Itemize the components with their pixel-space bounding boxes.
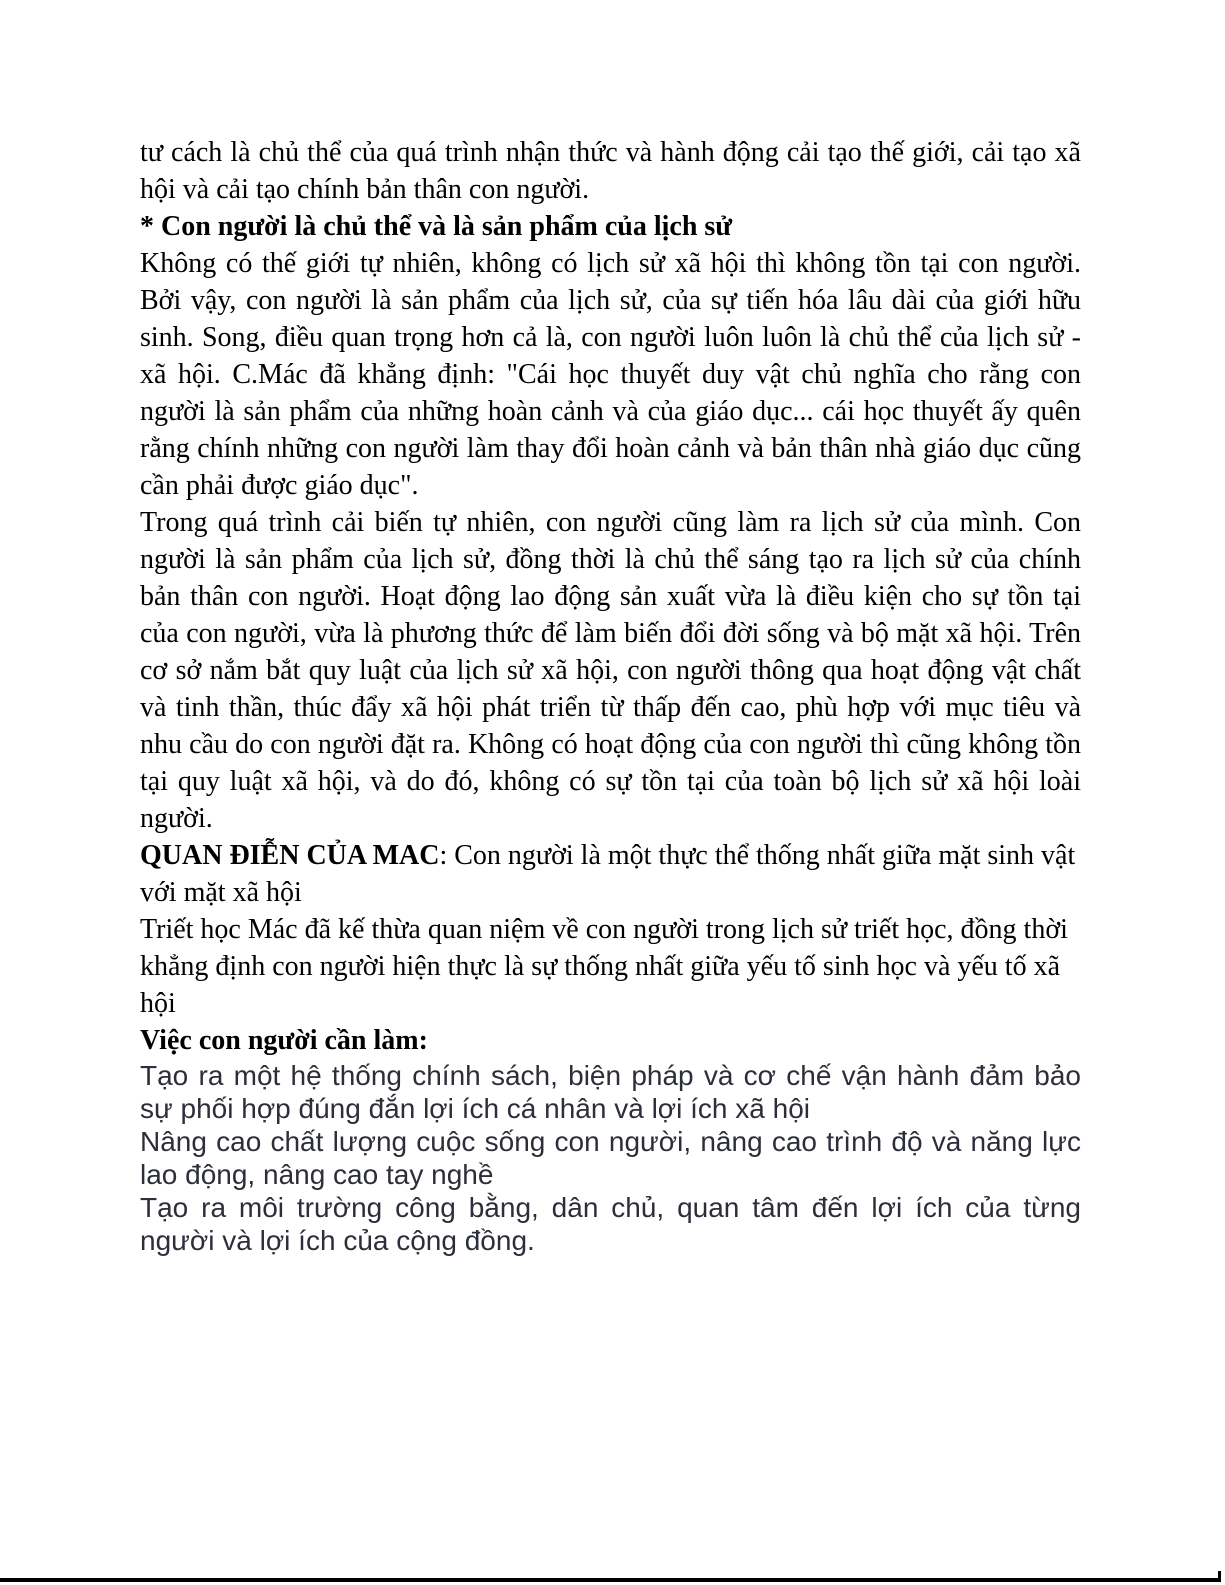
heading-viec-con-nguoi-can-lam: Việc con người cần làm:	[140, 1025, 428, 1056]
paragraph-intro-continuation: tư cách là chủ thể của quá trình nhận thức và hành động cải tạo thế giới, cải tạo xã hội và cải tạo chính bản thân con người.	[140, 137, 1081, 205]
paragraph-tao-ra-moi-truong: Tạo ra môi trường công bằng, dân chủ, quan tâm đến lợi ích của từng người và lợi ích của cộng đồng.	[140, 1192, 1081, 1256]
paragraph-quan-diem-cua-mac	[140, 837, 1081, 911]
paragraph-khong-co-the-gioi: Không có thế giới tự nhiên, không có lịch sử xã hội thì không tồn tại con người. Bởi vậy, con người là sản phẩm của lịch sử, của sự tiến hóa lâu dài của giới hữu sinh. Song, điều quan trọng hơn cả là, con người luôn luôn là chủ thể của lịch sử - xã hội. C.Mác đã khẳng định: "Cái học thuyết duy vật chủ nghĩa cho rằng con người là sản phẩm của những hoàn cảnh và của giáo dục... cái học thuyết ấy quên rằng chính những con người làm thay đổi hoàn cảnh và bản thân nhà giáo dục cũng cần phải được giáo dục".	[140, 248, 1081, 501]
bottom-border-line	[0, 1578, 1221, 1582]
quan-diem-rest: : Con người là một thực thể thống nhất giữa mặt sinh vật với mặt xã hội	[140, 840, 1076, 908]
paragraph-nang-cao-chat-luong: Nâng cao chất lượng cuộc sống con người, nâng cao trình độ và năng lực lao động, nâng cao tay nghề	[140, 1126, 1081, 1190]
bottom-border-line-end-tick	[1218, 1571, 1221, 1582]
paragraph-tao-ra-he-thong: Tạo ra một hệ thống chính sách, biện pháp và cơ chế vận hành đảm bảo sự phối hợp đúng đắn lợi ích cá nhân và lợi ích xã hội	[140, 1060, 1081, 1124]
document-content	[140, 0, 1081, 1257]
quan-diem-lead-bold: QUAN ĐIỄN CỦA MAC	[140, 840, 440, 871]
heading-con-nguoi-chu-the: * Con người là chủ thể và là sản phẩm của lịch sử	[140, 211, 733, 242]
paragraph-trong-qua-trinh: Trong quá trình cải biến tự nhiên, con người cũng làm ra lịch sử của mình. Con người là sản phẩm của lịch sử, đồng thời là chủ thể sáng tạo ra lịch sử của chính bản thân con người. Hoạt động lao động sản xuất vừa là điều kiện cho sự tồn tại của con người, vừa là phương thức để làm biến đổi đời sống và bộ mặt xã hội. Trên cơ sở nắm bắt quy luật của lịch sử xã hội, con người thông qua hoạt động vật chất và tinh thần, thúc đẩy xã hội phát triển từ thấp đến cao, phù hợp với mục tiêu và nhu cầu do con người đặt ra. Không có hoạt động của con người thì cũng không tồn tại quy luật xã hội, và do đó, không có sự tồn tại của toàn bộ lịch sử xã hội loài người.	[140, 507, 1081, 834]
paragraph-triet-hoc-mac: Triết học Mác đã kế thừa quan niệm về con người trong lịch sử triết học, đồng thời khẳng định con người hiện thực là sự thống nhất giữa yếu tố sinh học và yếu tố xã hội	[140, 914, 1068, 1019]
